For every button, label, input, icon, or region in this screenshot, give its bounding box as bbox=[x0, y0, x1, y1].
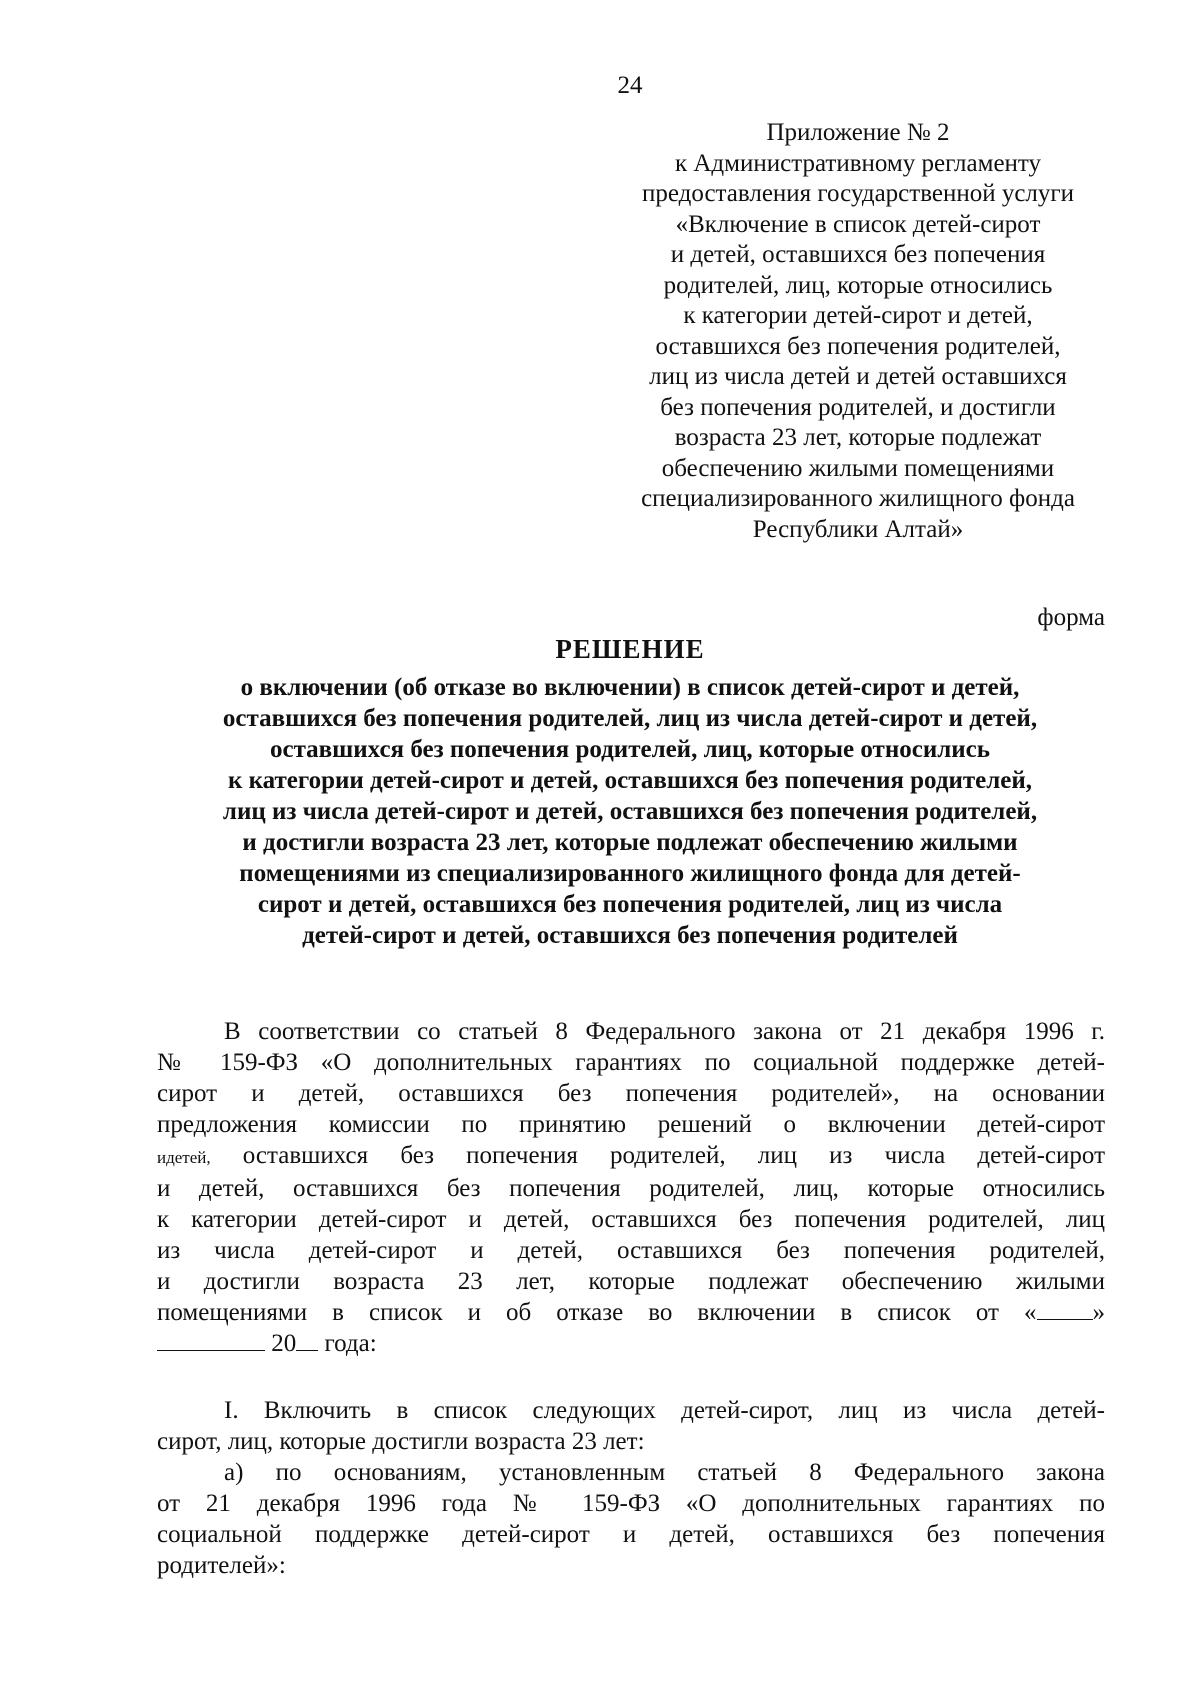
page-number: 24 bbox=[617, 72, 643, 99]
subject-line: оставшихся без попечения родителей, лиц, которые относились bbox=[269, 736, 990, 763]
subject-line: о включении (об отказе во включении) в список детей-сирот и детей, bbox=[240, 674, 1020, 701]
paragraph-line: из числа детей-сирот и детей, оставшихся без попечения родителей, bbox=[157, 1237, 1105, 1264]
paragraph-line-rest: оставшихся без попечения родителей, лиц из числа детей-сирот bbox=[210, 1142, 1105, 1169]
paragraph-line: сирот, лиц, которые достигли возраста 23 лет: bbox=[157, 1428, 645, 1455]
month-blank-field[interactable] bbox=[157, 1328, 265, 1351]
date-close-quote: » bbox=[1092, 1299, 1105, 1326]
paragraph-line: родителей»: bbox=[157, 1552, 286, 1579]
paragraph-line bbox=[157, 1297, 1105, 1328]
form-label: форма bbox=[1037, 604, 1105, 631]
subject-line: помещениями из специализированного жилищного фонда для детей- bbox=[239, 860, 1021, 887]
paragraph-line bbox=[157, 1328, 1105, 1359]
appendix-line: лиц из числа детей и детей оставшихся bbox=[649, 363, 1067, 390]
appendix-line: без попечения родителей, и достигли bbox=[660, 393, 1056, 421]
paragraph-line: к категории детей-сирот и детей, оставшихся без попечения родителей, лиц bbox=[157, 1206, 1105, 1233]
day-blank-field[interactable] bbox=[1037, 1297, 1093, 1320]
date-intro-text: помещениями в список и об отказе во включении в список от « bbox=[157, 1299, 1037, 1326]
appendix-line: обеспечению жилыми помещениями bbox=[661, 454, 1055, 482]
appendix-line: оставшихся без попечения родителей, bbox=[655, 332, 1061, 360]
appendix-line: «Включение в список детей-сирот bbox=[675, 210, 1041, 238]
decision-subject bbox=[160, 672, 1100, 951]
appendix-line: возраста 23 лет, которые подлежат bbox=[674, 424, 1042, 451]
paragraph-line: № 159-ФЗ «О дополнительных гарантиях по социальной поддержке детей- bbox=[157, 1049, 1105, 1076]
paragraph-line: а) по основаниям, установленным статьей 8 Федерального закона bbox=[224, 1459, 1105, 1486]
subsection-a-paragraph bbox=[157, 1457, 1105, 1581]
paragraph-line: сирот и детей, оставшихся без попечения родителей», на основании bbox=[157, 1080, 1105, 1107]
appendix-line: и детей, оставшихся без попечения bbox=[670, 241, 1046, 268]
subject-line: детей-сирот и детей, оставшихся без попечения родителей bbox=[302, 922, 958, 949]
paragraph-line: и достигли возраста 23 лет, которые подлежат обеспечению жилыми bbox=[157, 1268, 1105, 1295]
preamble-paragraph bbox=[157, 1016, 1105, 1359]
paragraph-line: В соответствии со статьей 8 Федерального закона от 21 декабря 1996 г. bbox=[224, 1018, 1105, 1045]
subject-line: лиц из числа детей-сирот и детей, оставшихся без попечения родителей, bbox=[222, 798, 1038, 825]
year-suffix: года: bbox=[318, 1330, 377, 1357]
subject-line: оставшихся без попечения родителей, лиц из числа детей-сирот и детей, bbox=[222, 705, 1038, 732]
appendix-line: к Административному регламенту bbox=[674, 149, 1042, 177]
subject-line: к категории детей-сирот и детей, оставшихся без попечения родителей, bbox=[227, 767, 1033, 794]
year-blank-field[interactable] bbox=[296, 1328, 318, 1351]
paragraph-line bbox=[157, 1140, 1105, 1173]
subject-line: сирот и детей, оставшихся без попечения родителей, лиц из числа bbox=[257, 891, 1003, 918]
paragraph-line: предложения комиссии по принятию решений о включении детей-сирот bbox=[157, 1111, 1105, 1138]
small-word: идетей, bbox=[157, 1148, 211, 1167]
appendix-line: родителей, лиц, которые относились bbox=[663, 271, 1053, 299]
section-one-paragraph bbox=[157, 1395, 1105, 1457]
paragraph-line: социальной поддержке детей-сирот и детей, оставшихся без попечения bbox=[157, 1521, 1105, 1548]
appendix-line: Республики Алтай» bbox=[752, 515, 964, 543]
paragraph-line: и детей, оставшихся без попечения родителей, лиц, которые относились bbox=[157, 1175, 1105, 1202]
paragraph-line: I. Включить в список следующих детей-сирот, лиц из числа детей- bbox=[224, 1397, 1105, 1424]
appendix-line: специализированного жилищного фонда bbox=[641, 485, 1075, 512]
year-prefix: 20 bbox=[265, 1330, 297, 1357]
subject-line: и достигли возраста 23 лет, которые подлежат обеспечению жилыми bbox=[242, 829, 1018, 856]
paragraph-line: от 21 декабря 1996 года № 159-ФЗ «О дополнительных гарантиях по bbox=[157, 1490, 1105, 1517]
appendix-line: к категории детей-сирот и детей, bbox=[683, 302, 1033, 329]
appendix-header bbox=[598, 118, 1118, 545]
appendix-line: предоставления государственной услуги bbox=[641, 180, 1075, 207]
appendix-line: Приложение № 2 bbox=[766, 119, 950, 146]
document-title: РЕШЕНИЕ bbox=[555, 634, 705, 664]
